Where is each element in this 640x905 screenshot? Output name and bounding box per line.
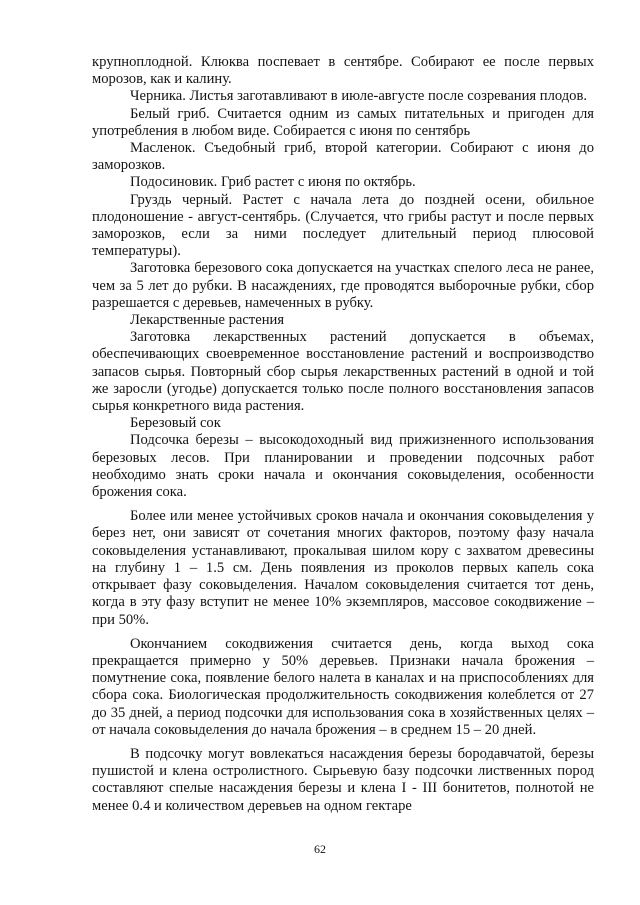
paragraph: Масленок. Съедобный гриб, второй категории. Собирают с июня до заморозков.: [92, 140, 594, 174]
paragraph: Окончанием сокодвижения считается день, когда выход сока прекращается примерно у 50% деревьев. Признаки начала брожения – помутнение сока, появление белого налета в каналах и на приспособлениях для сбора сока. Биологическая продолжительность сокодвижения колеблется от 27 до 35 дней, а период подсочки для использования сока в хозяйственных целях – от начала соковыделения до начала брожения – в среднем 15 – 20 дней.: [92, 635, 594, 738]
body-text: [92, 54, 594, 815]
paragraph: В подсочку могут вовлекаться насаждения березы бородавчатой, березы пушистой и клена остролистного. Сырьевую базу подсочки лиственных пород составляют спелые насаждения березы и клена I - III бонитетов, полнотой не менее 0.4 и количеством деревьев на одном гектаре: [92, 745, 594, 814]
paragraph: Подосиновик. Гриб растет с июня по октябрь.: [130, 174, 416, 191]
section-heading: Лекарственные растения: [130, 312, 285, 329]
page-number: 62: [314, 842, 326, 856]
paragraph: Черника. Листья заготавливают в июле-августе после созревания плодов.: [130, 88, 588, 105]
paragraph: Более или менее устойчивых сроков начала и окончания соковыделения у берез нет, они зависят от сочетания многих факторов, поэтому фазу начала соковыделения устанавливают, прокалывая шилом кору с захватом древесины на глубину 1 – 1.5 см. День появления из проколов первых капель сока открывает фазу соковыделения. Началом соковыделения считается тот день, когда в эту фазу вступит не менее 10% экземпляров, массовое сокодвижение – при 50%.: [92, 508, 594, 628]
paragraph: Белый гриб. Считается одним из самых питательных и пригоден для употребления в любом виде. Собирается с июня по сентябрь: [92, 105, 594, 139]
paragraph: Заготовка лекарственных растений допускается в объемах, обеспечивающих своевременное восстановление растений и воспроизводство запасов сырья. Повторный сбор сырья лекарственных растений в одной и той же заросли (угодье) допускается только после полного восстановления запасов сырья конкретного вида растения.: [92, 329, 594, 415]
section-heading: Березовый сок: [130, 415, 221, 432]
paragraph: крупноплодной. Клюква поспевает в сентябре. Собирают ее после первых морозов, как и калину.: [92, 54, 594, 88]
paragraph: Груздь черный. Растет с начала лета до поздней осени, обильное плодоношение - август-сентябрь. (Случается, что грибы растут и после первых заморозков, если за ними последует длительный период плюсовой температуры).: [92, 191, 594, 260]
paragraph: Заготовка березового сока допускается на участках спелого леса не ранее, чем за 5 лет до рубки. В насаждениях, где проводятся выборочные рубки, сбор разрешается с деревьев, намеченных в рубку.: [92, 260, 594, 311]
paragraph: Подсочка березы – высокодоходный вид прижизненного использования березовых лесов. При планировании и проведении подсочных работ необходимо знать сроки начала и окончания соковыделения, особенности брожения сока.: [92, 432, 594, 501]
